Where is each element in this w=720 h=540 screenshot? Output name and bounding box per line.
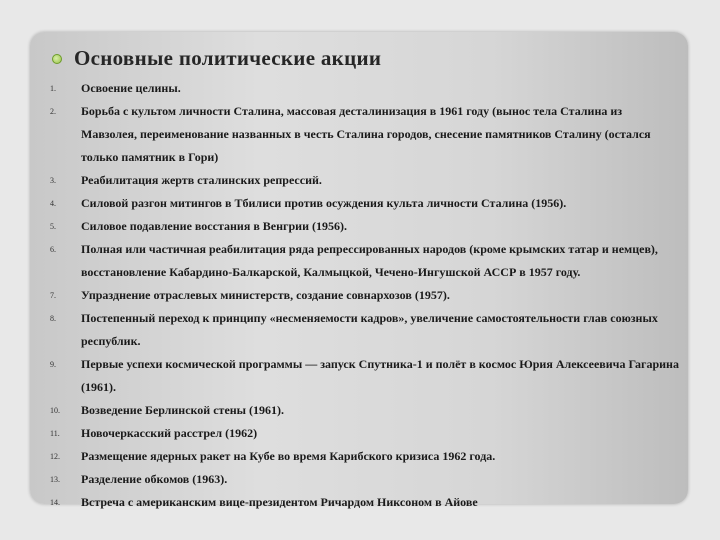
item-number: 5. [50,222,56,231]
list-item [50,238,680,284]
item-number: 12. [50,452,60,461]
item-number: 6. [50,245,56,254]
item-text: Новочеркасский расстрел (1962) [81,426,258,440]
list-item [50,445,680,468]
list-item [50,77,680,100]
item-text: Силовой разгон митингов в Тбилиси против осуждения культа личности Сталина (1956). [81,196,567,210]
slide-title: Основные политические акции [74,46,382,70]
item-text: Полная или частичная реабилитация ряда репрессированных народов (кроме крымских татар и немцев), восстановление Кабардино-Балкарской, Калмыцкой, Чечено-Ингушской АССР в 1957 году. [81,242,658,279]
list-item [50,307,680,353]
item-text: Постепенный переход к принципу «несменяемости кадров», увеличение самостоятельности глав союзных республик. [81,311,658,348]
item-text: Размещение ядерных ракет на Кубе во время Карибского кризиса 1962 года. [81,449,496,463]
item-text: Разделение обкомов (1963). [81,472,228,486]
list-item [50,169,680,192]
item-text: Возведение Берлинской стены (1961). [81,403,285,417]
list-item [50,399,680,422]
bullet-icon [52,54,62,64]
item-text: Встреча с американским вице-президентом Ричардом Никсоном в Айове [81,495,478,509]
list-item [50,468,680,491]
item-number: 11. [50,429,60,438]
item-text: Освоение целины. [81,81,181,95]
list-item [50,491,680,514]
item-text: Борьба с культом личности Сталина, массовая десталинизация в 1961 году (вынос тела Сталина из Мавзолея, переименование названных в честь Сталина городов, снесение памятников Сталину (остался только памятник в Гори) [81,104,651,164]
item-number: 13. [50,475,60,484]
item-number: 1. [50,84,56,93]
slide [30,32,688,509]
actions-list [50,77,680,514]
item-number: 3. [50,176,56,185]
item-number: 9. [50,360,56,369]
item-number: 14. [50,498,60,507]
list-item [50,353,680,399]
item-text: Силовое подавление восстания в Венгрии (1956). [81,219,347,233]
item-number: 8. [50,314,56,323]
list-item [50,422,680,445]
item-number: 10. [50,406,60,415]
list-item [50,192,680,215]
list-item [50,284,680,307]
list-item [50,100,680,169]
list-item [50,215,680,238]
item-number: 4. [50,199,56,208]
item-text: Реабилитация жертв сталинских репрессий. [81,173,322,187]
item-text: Первые успехи космической программы — запуск Спутника-1 и полёт в космос Юрия Алексеевича Гагарина (1961). [81,357,679,394]
item-text: Упразднение отраслевых министерств, создание совнархозов (1957). [81,288,450,302]
title-row [52,46,381,71]
item-number: 2. [50,107,56,116]
item-number: 7. [50,291,56,300]
